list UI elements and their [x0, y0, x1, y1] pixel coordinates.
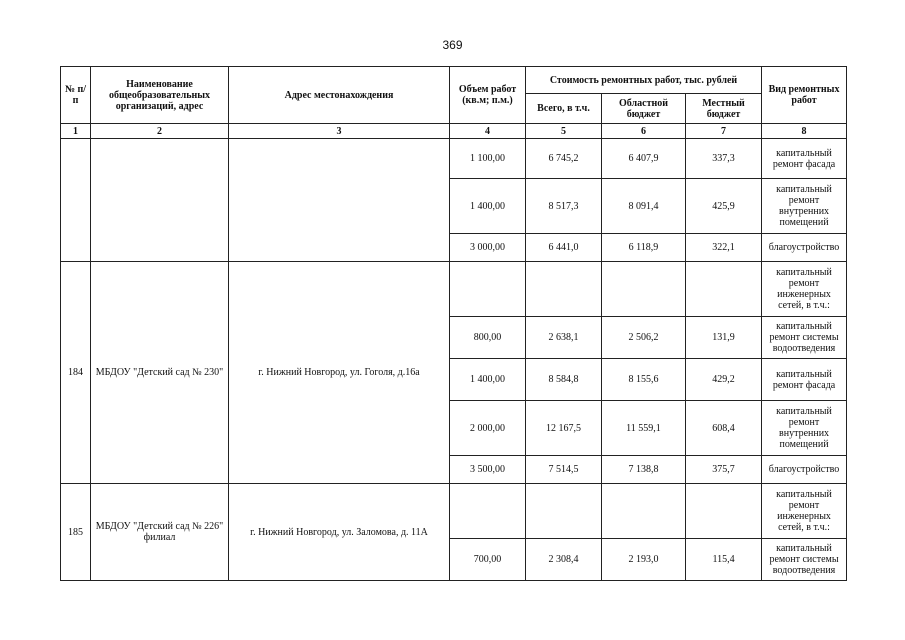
- volume-cell: [450, 262, 526, 317]
- repair-kind-cell: благоустройство: [762, 234, 847, 262]
- regional-cell: 7 138,8: [602, 456, 686, 484]
- organization-cell: [91, 139, 229, 262]
- row-number-cell: [61, 139, 91, 262]
- repair-kind-cell: капитальный ремонт фасада: [762, 359, 847, 401]
- total-cell: 12 167,5: [526, 401, 602, 456]
- local-cell: 115,4: [686, 539, 762, 581]
- repair-kind-cell: капитальный ремонт системы водоотведения: [762, 317, 847, 359]
- total-cell: 7 514,5: [526, 456, 602, 484]
- organization-cell: МБДОУ "Детский сад № 226" филиал: [91, 484, 229, 581]
- organization-cell: МБДОУ "Детский сад № 230": [91, 262, 229, 484]
- total-cell: 8 584,8: [526, 359, 602, 401]
- address-cell: г. Нижний Новгород, ул. Гоголя, д.16а: [229, 262, 450, 484]
- header-local-budget: Местный бюджет: [686, 94, 762, 124]
- table-row: [61, 262, 847, 317]
- local-cell: 608,4: [686, 401, 762, 456]
- repair-kind-cell: капитальный ремонт внутренних помещений: [762, 401, 847, 456]
- header-cost-group: Стоимость ремонтных работ, тыс. рублей: [526, 67, 762, 94]
- total-cell: [526, 262, 602, 317]
- header-organization: Наименование общеобразовательных организаций, адрес: [91, 67, 229, 124]
- header-number: № п/п: [61, 67, 91, 124]
- local-cell: 337,3: [686, 139, 762, 179]
- row-number-cell: 184: [61, 262, 91, 484]
- regional-cell: 6 407,9: [602, 139, 686, 179]
- repair-kind-cell: капитальный ремонт внутренних помещений: [762, 179, 847, 234]
- column-number: 6: [602, 124, 686, 139]
- volume-cell: 3 000,00: [450, 234, 526, 262]
- total-cell: 2 638,1: [526, 317, 602, 359]
- regional-cell: [602, 484, 686, 539]
- local-cell: 429,2: [686, 359, 762, 401]
- local-cell: 425,9: [686, 179, 762, 234]
- local-cell: [686, 262, 762, 317]
- volume-cell: 700,00: [450, 539, 526, 581]
- row-number-cell: 185: [61, 484, 91, 581]
- page-number: 369: [442, 38, 463, 52]
- regional-cell: 8 091,4: [602, 179, 686, 234]
- repair-kind-cell: капитальный ремонт фасада: [762, 139, 847, 179]
- repair-costs-table: [60, 66, 847, 581]
- local-cell: 375,7: [686, 456, 762, 484]
- column-number: 8: [762, 124, 847, 139]
- regional-cell: 8 155,6: [602, 359, 686, 401]
- column-number: 7: [686, 124, 762, 139]
- table-row: [61, 139, 847, 179]
- local-cell: 131,9: [686, 317, 762, 359]
- column-number: 1: [61, 124, 91, 139]
- column-number: 2: [91, 124, 229, 139]
- volume-cell: 1 400,00: [450, 179, 526, 234]
- volume-cell: 800,00: [450, 317, 526, 359]
- address-cell: [229, 139, 450, 262]
- repair-kind-cell: капитальный ремонт инженерных сетей, в т.ч.:: [762, 262, 847, 317]
- volume-cell: 1 400,00: [450, 359, 526, 401]
- repair-kind-cell: капитальный ремонт системы водоотведения: [762, 539, 847, 581]
- regional-cell: [602, 262, 686, 317]
- header-total: Всего, в т.ч.: [526, 94, 602, 124]
- total-cell: [526, 484, 602, 539]
- total-cell: 8 517,3: [526, 179, 602, 234]
- local-cell: [686, 484, 762, 539]
- address-cell: г. Нижний Новгород, ул. Заломова, д. 11А: [229, 484, 450, 581]
- column-number: 4: [450, 124, 526, 139]
- header-volume: Объем работ (кв.м; п.м.): [450, 67, 526, 124]
- regional-cell: 2 193,0: [602, 539, 686, 581]
- volume-cell: 3 500,00: [450, 456, 526, 484]
- volume-cell: [450, 484, 526, 539]
- total-cell: 6 745,2: [526, 139, 602, 179]
- header-regional-budget: Областной бюджет: [602, 94, 686, 124]
- repair-kind-cell: капитальный ремонт инженерных сетей, в т.ч.:: [762, 484, 847, 539]
- header-repair-kind: Вид ремонтных работ: [762, 67, 847, 124]
- repair-kind-cell: благоустройство: [762, 456, 847, 484]
- volume-cell: 1 100,00: [450, 139, 526, 179]
- regional-cell: 6 118,9: [602, 234, 686, 262]
- column-number: 5: [526, 124, 602, 139]
- regional-cell: 2 506,2: [602, 317, 686, 359]
- regional-cell: 11 559,1: [602, 401, 686, 456]
- table-row: [61, 484, 847, 539]
- header-address: Адрес местонахождения: [229, 67, 450, 124]
- local-cell: 322,1: [686, 234, 762, 262]
- total-cell: 6 441,0: [526, 234, 602, 262]
- column-number: 3: [229, 124, 450, 139]
- volume-cell: 2 000,00: [450, 401, 526, 456]
- total-cell: 2 308,4: [526, 539, 602, 581]
